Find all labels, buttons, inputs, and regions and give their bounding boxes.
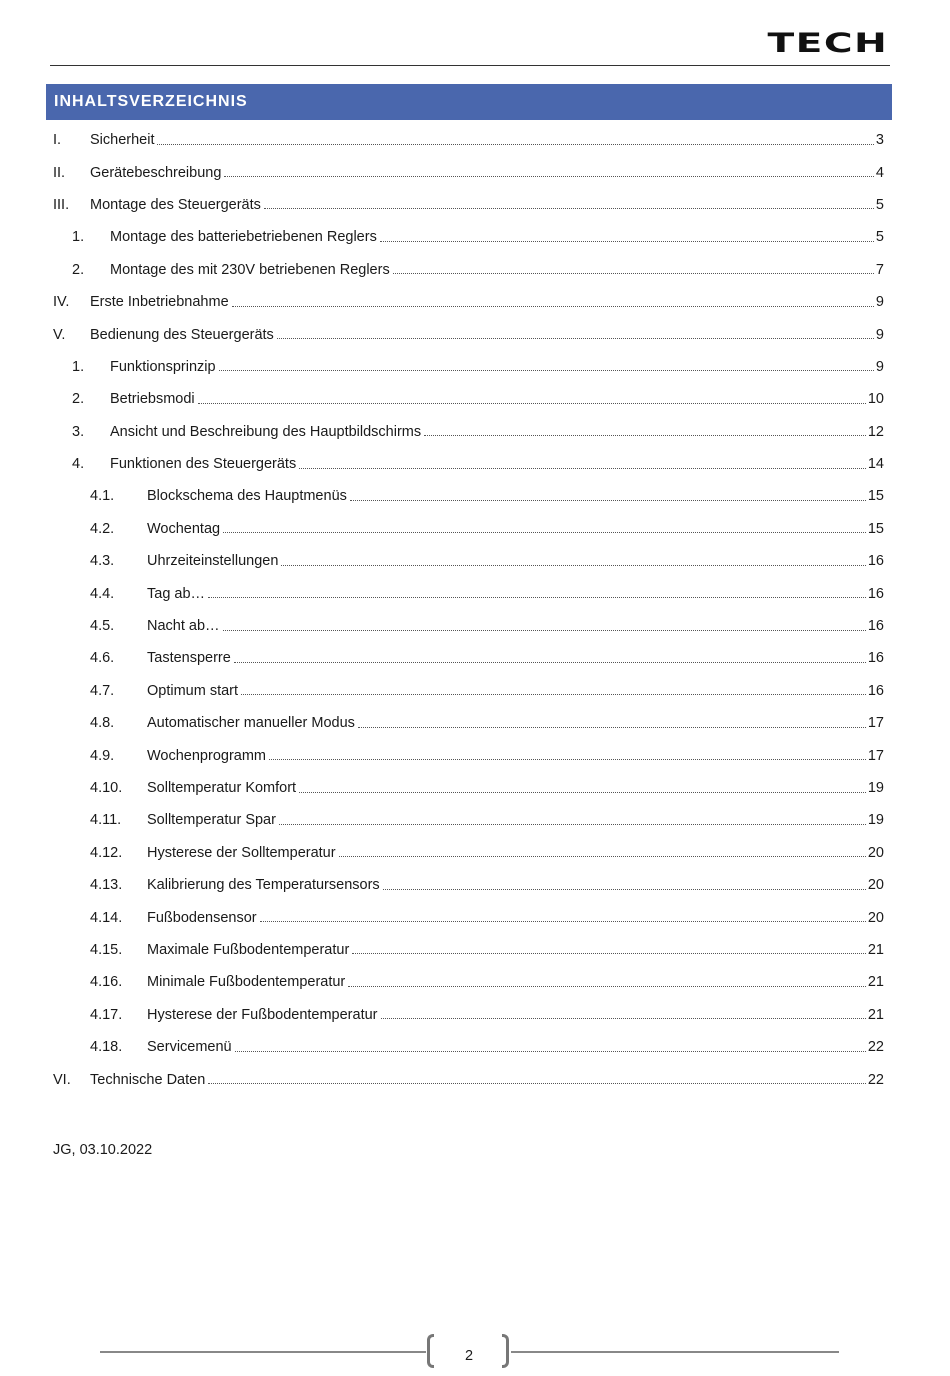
toc-entry-page: 19 xyxy=(867,780,884,796)
toc-dot-leader xyxy=(234,661,866,663)
toc-entry-number: 4.12. xyxy=(90,844,123,861)
toc-entry[interactable] xyxy=(53,577,884,609)
toc-entry[interactable] xyxy=(53,318,884,350)
toc-entry-number: 1. xyxy=(72,358,85,375)
toc-entry-title: Optimum start xyxy=(147,682,239,699)
header-divider xyxy=(50,65,890,66)
toc-entry-number: 4.17. xyxy=(90,1006,123,1023)
toc-entry[interactable] xyxy=(53,254,884,286)
toc-dot-leader xyxy=(281,564,865,566)
footer-divider-right xyxy=(511,1351,839,1353)
toc-entry-title: Maximale Fußbodentemperatur xyxy=(147,941,350,958)
toc-dot-leader xyxy=(208,596,866,598)
toc-entry[interactable] xyxy=(53,934,884,966)
toc-entry[interactable] xyxy=(53,448,884,480)
toc-entry-page: 22 xyxy=(867,1071,884,1088)
toc-entry-page: 5 xyxy=(875,229,884,246)
toc-entry-number: 4.10. xyxy=(90,780,123,796)
toc-entry-number: 4.13. xyxy=(90,877,123,894)
toc-entry[interactable] xyxy=(53,642,884,674)
toc-entry-number: V. xyxy=(53,326,66,343)
toc-entry-page: 15 xyxy=(867,488,884,505)
toc-entry-number: III. xyxy=(53,196,70,213)
toc-entry-title: Technische Daten xyxy=(90,1071,206,1088)
toc-dot-leader xyxy=(157,143,873,145)
toc-entry-title: Minimale Fußbodentemperatur xyxy=(147,974,346,991)
toc-entry-page: 9 xyxy=(875,294,884,311)
toc-entry-title: Blockschema des Hauptmenüs xyxy=(147,488,347,505)
toc-entry-page: 17 xyxy=(867,747,884,764)
page-number: 2 xyxy=(464,1348,474,1364)
toc-entry-page: 20 xyxy=(867,844,884,861)
toc-entry-title: Bedienung des Steuergeräts xyxy=(90,326,274,343)
toc-dot-leader xyxy=(260,920,866,922)
toc-dot-leader xyxy=(299,791,866,793)
toc-entry-number: 4.6. xyxy=(90,650,115,667)
toc-entry[interactable] xyxy=(53,901,884,933)
toc-entry[interactable] xyxy=(53,189,884,221)
toc-entry-page: 20 xyxy=(867,877,884,894)
toc-heading: INHALTSVERZEICHNIS xyxy=(46,84,892,120)
toc-entry-title: Wochenprogramm xyxy=(147,747,267,764)
toc-dot-leader xyxy=(208,1082,866,1084)
toc-dot-leader xyxy=(235,1050,866,1052)
toc-entry-number: 2. xyxy=(72,391,85,408)
toc-dot-leader xyxy=(224,175,874,177)
toc-entry-number: 4.1. xyxy=(90,488,115,505)
toc-entry-page: 10 xyxy=(867,391,884,408)
toc-entry-number: IV. xyxy=(53,294,70,311)
toc-entry-page: 7 xyxy=(875,261,884,278)
toc-dot-leader xyxy=(383,888,866,890)
toc-entry[interactable] xyxy=(53,156,884,188)
toc-entry-title: Montage des Steuergeräts xyxy=(90,196,261,213)
toc-entry[interactable] xyxy=(53,221,884,253)
toc-dot-leader xyxy=(279,823,866,825)
toc-entry-number: 4.11. xyxy=(90,812,122,829)
tech-logo: TECH xyxy=(767,28,888,59)
toc-dot-leader xyxy=(348,985,866,987)
toc-entry[interactable] xyxy=(53,675,884,707)
toc-entry-number: 4.9. xyxy=(90,747,115,764)
toc-entry-title: Tag ab… xyxy=(147,585,206,602)
toc-entry-title: Betriebsmodi xyxy=(110,391,195,408)
toc-entry-title: Hysterese der Fußbodentemperatur xyxy=(147,1006,378,1023)
toc-entry-number: 2. xyxy=(72,261,85,278)
toc-entry-number: I. xyxy=(53,132,62,149)
toc-entry-title: Gerätebeschreibung xyxy=(90,164,222,181)
page-number-left-bracket xyxy=(427,1334,434,1368)
toc-entry[interactable] xyxy=(53,513,884,545)
toc-entry-page: 21 xyxy=(867,1006,884,1023)
toc-entry[interactable] xyxy=(53,1063,884,1095)
toc-entry-title: Fußbodensensor xyxy=(147,909,257,926)
toc-entry-title: Funktionsprinzip xyxy=(110,358,216,375)
toc-entry[interactable] xyxy=(53,1031,884,1063)
toc-entry-title: Servicemenü xyxy=(147,1039,232,1056)
toc-entry[interactable] xyxy=(53,772,884,804)
toc-entry-number: VI. xyxy=(53,1071,71,1088)
toc-dot-leader xyxy=(424,434,866,436)
toc-entry[interactable] xyxy=(53,383,884,415)
toc-entry-number: 4.8. xyxy=(90,715,115,732)
toc-entry-title: Uhrzeiteinstellungen xyxy=(147,553,279,570)
toc-entry-title: Tastensperre xyxy=(147,650,231,667)
toc-dot-leader xyxy=(241,693,866,695)
toc-dot-leader xyxy=(232,305,874,307)
toc-entry-number: 4.5. xyxy=(90,618,115,635)
toc-dot-leader xyxy=(223,629,866,631)
toc-entry-number: 4.18. xyxy=(90,1039,123,1056)
document-date: JG, 03.10.2022 xyxy=(53,1142,153,1158)
toc-entry-title: Nacht ab… xyxy=(147,618,220,635)
toc-entry-page: 16 xyxy=(867,682,884,699)
toc-entry[interactable] xyxy=(53,545,884,577)
toc-entry-title: Erste Inbetriebnahme xyxy=(90,294,229,311)
toc-entry-number: 4.16. xyxy=(90,974,123,991)
toc-entry-page: 4 xyxy=(875,164,884,181)
toc-entry-title: Sicherheit xyxy=(90,132,155,149)
toc-entry-page: 16 xyxy=(867,585,884,602)
toc-dot-leader xyxy=(339,855,866,857)
toc-dot-leader xyxy=(380,240,874,242)
toc-entry[interactable] xyxy=(53,966,884,998)
toc-dot-leader xyxy=(223,531,866,533)
toc-entry-page: 16 xyxy=(867,553,884,570)
toc-entry[interactable] xyxy=(53,837,884,869)
toc-dot-leader xyxy=(269,758,866,760)
footer-divider-left xyxy=(100,1351,426,1353)
toc-entry-page: 16 xyxy=(867,650,884,667)
toc-dot-leader xyxy=(219,369,874,371)
toc-entry-number: 4.4. xyxy=(90,585,115,602)
toc-entry[interactable] xyxy=(53,286,884,318)
toc-dot-leader xyxy=(299,467,866,469)
toc-entry-number: 4.14. xyxy=(90,909,123,926)
toc-entry-title: Wochentag xyxy=(147,520,221,537)
toc-entry-title: Montage des mit 230V betriebenen Reglers xyxy=(110,261,390,278)
toc-entry-page: 5 xyxy=(875,196,884,213)
toc-entry-title: Solltemperatur Komfort xyxy=(147,780,297,796)
toc-entry[interactable] xyxy=(53,416,884,448)
toc-entry-title: Automatischer manueller Modus xyxy=(147,715,355,732)
toc-entry-page: 22 xyxy=(867,1039,884,1056)
page-number-right-bracket xyxy=(502,1334,509,1368)
toc-dot-leader xyxy=(393,272,874,274)
toc-entry-number: 4.7. xyxy=(90,682,115,699)
toc-entry-number: 4.15. xyxy=(90,941,123,958)
toc-entry[interactable] xyxy=(53,707,884,739)
toc-entry[interactable] xyxy=(53,124,884,156)
toc-entry-title: Montage des batteriebetriebenen Reglers xyxy=(110,229,377,246)
toc-entry-number: II. xyxy=(53,164,66,181)
toc-entry-page: 15 xyxy=(867,520,884,537)
toc-entry-number: 4.3. xyxy=(90,553,115,570)
toc-entry[interactable] xyxy=(53,351,884,383)
toc-entry-number: 1. xyxy=(72,229,85,246)
toc-entry-page: 17 xyxy=(867,715,884,732)
toc-entry-page: 12 xyxy=(867,423,884,440)
toc-entry-title: Ansicht und Beschreibung des Hauptbildschirms xyxy=(110,423,422,440)
toc-entry-page: 21 xyxy=(867,941,884,958)
toc-entry-page: 9 xyxy=(875,326,884,343)
toc-entry[interactable] xyxy=(53,480,884,512)
toc-entry[interactable] xyxy=(53,999,884,1031)
toc-entry[interactable] xyxy=(53,739,884,771)
toc-dot-leader xyxy=(350,499,866,501)
toc-entry-number: 3. xyxy=(72,423,85,440)
toc-dot-leader xyxy=(264,207,874,209)
toc-entry[interactable] xyxy=(53,804,884,836)
toc-entry-title: Funktionen des Steuergeräts xyxy=(110,456,297,473)
toc-entry-number: 4.2. xyxy=(90,520,115,537)
toc-entry-page: 9 xyxy=(875,358,884,375)
toc-entry[interactable] xyxy=(53,869,884,901)
toc-entry-page: 21 xyxy=(867,974,884,991)
toc-dot-leader xyxy=(352,952,866,954)
toc-entry-page: 20 xyxy=(867,909,884,926)
toc-entry-title: Hysterese der Solltemperatur xyxy=(147,844,336,861)
toc-dot-leader xyxy=(358,726,866,728)
toc-entry[interactable] xyxy=(53,610,884,642)
toc-entry-title: Solltemperatur Spar xyxy=(147,812,276,829)
toc-entry-page: 19 xyxy=(867,812,884,829)
toc-dot-leader xyxy=(198,402,866,404)
toc-entry-title: Kalibrierung des Temperatursensors xyxy=(147,877,380,894)
toc-dot-leader xyxy=(277,337,874,339)
toc-entry-page: 14 xyxy=(867,456,884,473)
toc-entry-number: 4. xyxy=(72,456,85,473)
toc-entry-page: 16 xyxy=(867,618,884,635)
table-of-contents xyxy=(53,124,884,1096)
toc-dot-leader xyxy=(381,1017,866,1019)
toc-entry-page: 3 xyxy=(875,132,884,149)
